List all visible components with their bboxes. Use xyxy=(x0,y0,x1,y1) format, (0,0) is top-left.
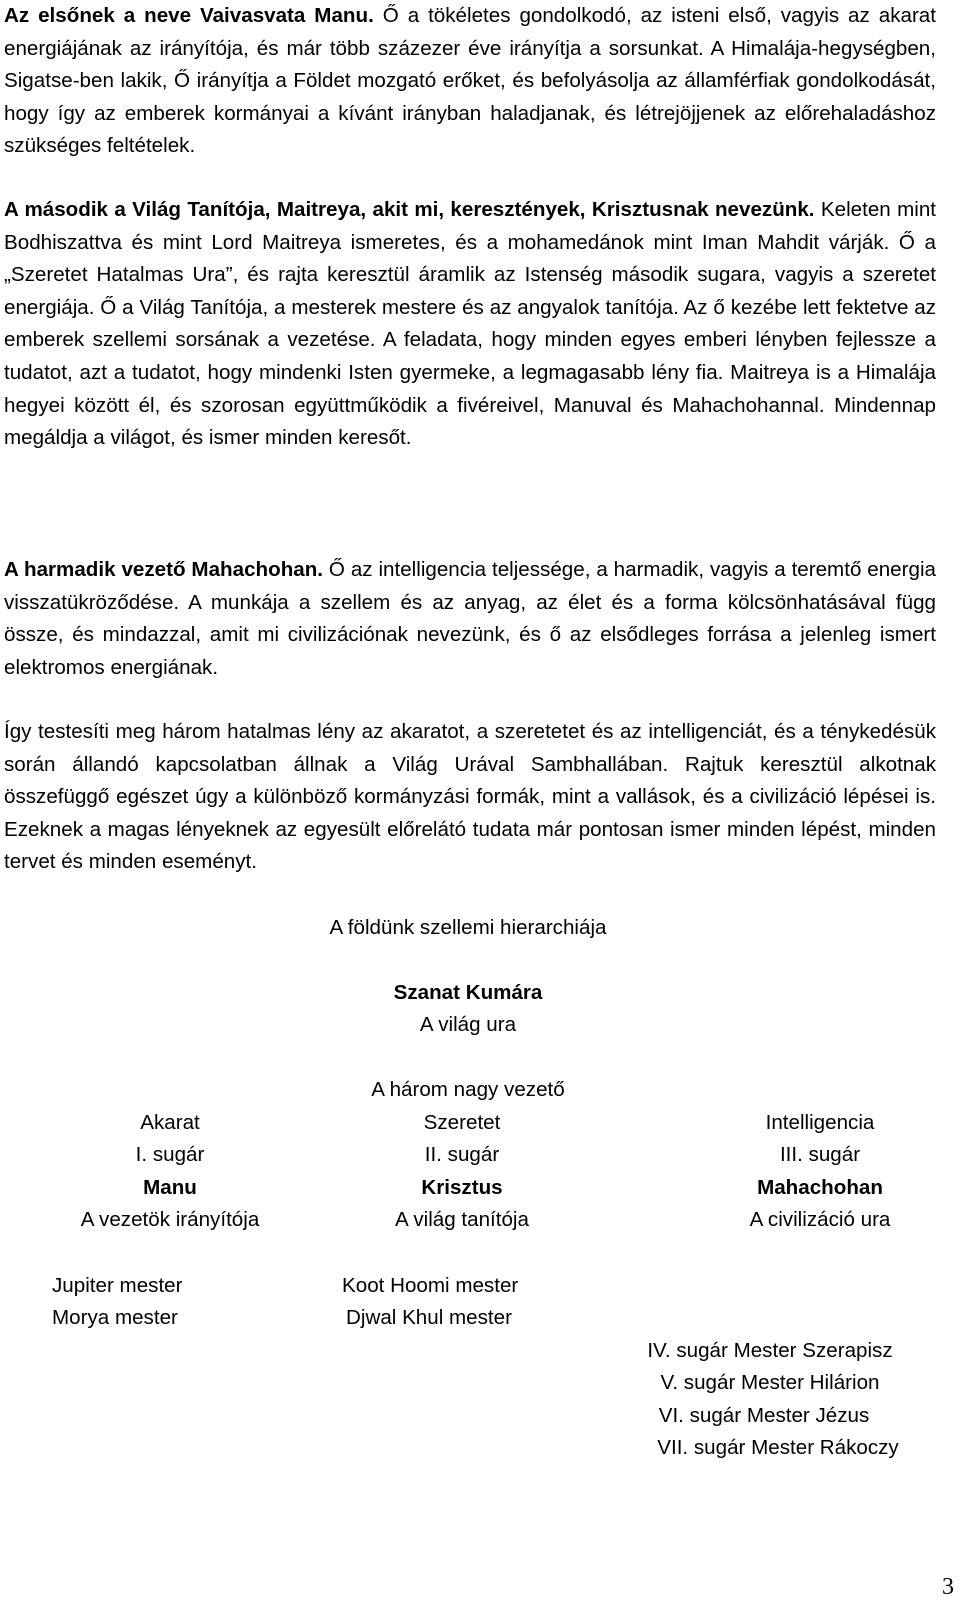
hierarchy-top-role: A világ ura xyxy=(419,1013,517,1036)
col3-quality: Intelligencia xyxy=(765,1111,875,1134)
ray-vi: VI. sugár Mester Jézus xyxy=(658,1404,870,1427)
paragraph-maitreya-body: Keleten mint Bodhiszattva és mint Lord Maitreya ismeretes, és a mohamedánok mint Iman Mahdit várják. Ő a „Szeretet Hatalmas Ura”, és rajta keresztül áramlik az Istenség második sugara, vagyis a szeretet energiája. Ő a Világ Tanítója, a mesterek mestere és az angyalok tanítója. Az ő kezébe lett fektetve az emberek szellemi sorsának a vezetése. A feladata, hogy minden egyes emberi lényben fejlessze a tudatot, azt a tudatot, hogy mindenki Isten gyermeke, a legmagasabb lény fia. Maitreya is a Himalája hegyei között él, és szorosan együttműködik a fivéreivel, Manuval és Mahachohannal. Mindennap megáldja a világot, és ismer minden keresőt. xyxy=(4,198,937,450)
page-number: 3 xyxy=(942,1574,954,1600)
ray-vii: VII. sugár Mester Rákoczy xyxy=(657,1436,899,1459)
col2-ray: II. sugár xyxy=(424,1143,500,1166)
master-djwal-khul: Djwal Khul mester xyxy=(346,1306,512,1329)
leaders-heading: A három nagy vezető xyxy=(371,1078,565,1101)
col1-ray: I. sugár xyxy=(135,1143,205,1166)
paragraph-manu xyxy=(4,0,936,163)
paragraph-maitreya-lead: A második a Világ Tanítója, Maitreya, akit mi, keresztények, Krisztusnak nevezünk. xyxy=(4,198,815,221)
col2-role: A világ tanítója xyxy=(395,1208,529,1231)
col2-name: Krisztus xyxy=(421,1176,503,1199)
paragraph-manu-body: Ő a tökéletes gondolkodó, az isteni első, vagyis az akarat energiájának az irányítója, és már több százezer éve irányítja a sorsunkat. A Himalája-hegységben, Sigatse-ben lakik, Ő irányítja a Földet mozgató erőket, és befolyásolja az államférfiak gondolkodását, hogy így az emberek kormányai a kívánt irányban haladjanak, és létrejöjjenek az előrehaladáshoz szükséges feltételek. xyxy=(4,4,936,158)
hierarchy-top-name: Szanat Kumára xyxy=(393,981,543,1004)
hierarchy-title: A földünk szellemi hierarchiája xyxy=(329,916,607,939)
col1-name: Manu xyxy=(143,1176,197,1199)
master-morya: Morya mester xyxy=(52,1306,178,1329)
col3-ray: III. sugár xyxy=(779,1143,861,1166)
paragraph-mahachohan-body: Ő az intelligencia teljessége, a harmadik, vagyis a teremtő energia visszatükröződése. A munkája a szellem és az anyag, az élet és a forma kölcsönhatásával függ össze, és mindazzal, amit mi civilizációnak nevezünk, és ő az elsődleges forrása a jelenleg ismert elektromos energiának. xyxy=(4,558,936,679)
col3-role: A civilizáció ura xyxy=(749,1208,891,1231)
ray-iv: IV. sugár Mester Szerapisz xyxy=(647,1339,893,1362)
col1-role: A vezetök irányítója xyxy=(80,1208,260,1231)
paragraph-summary-body: Így testesíti meg három hatalmas lény az akaratot, a szeretetet és az intelligenciát, és a ténykedésük során állandó kapcsolatban állnak a Világ Urával Sambhallában. Rajtuk keresztül alkotnak összefüggő egészet úgy a különböző kormányzási formák, mint a vallások, és a civilizáció lépései is. Ezeknek a magas lényeknek az egyesült előrelátó tudata már pontosan ismer minden lépést, minden tervet és minden eseményt. xyxy=(4,720,936,874)
col3-name: Mahachohan xyxy=(757,1176,883,1199)
col1-quality: Akarat xyxy=(140,1111,200,1134)
col2-quality: Szeretet xyxy=(423,1111,501,1134)
paragraph-mahachohan xyxy=(4,554,936,684)
master-jupiter: Jupiter mester xyxy=(52,1274,183,1297)
paragraph-summary xyxy=(4,716,936,879)
master-koot-hoomi: Koot Hoomi mester xyxy=(342,1274,519,1297)
paragraph-mahachohan-lead: A harmadik vezető Mahachohan. xyxy=(4,558,324,581)
paragraph-maitreya xyxy=(4,194,936,455)
paragraph-manu-lead: Az elsőnek a neve Vaivasvata Manu. xyxy=(4,4,374,27)
ray-v: V. sugár Mester Hilárion xyxy=(660,1371,880,1394)
